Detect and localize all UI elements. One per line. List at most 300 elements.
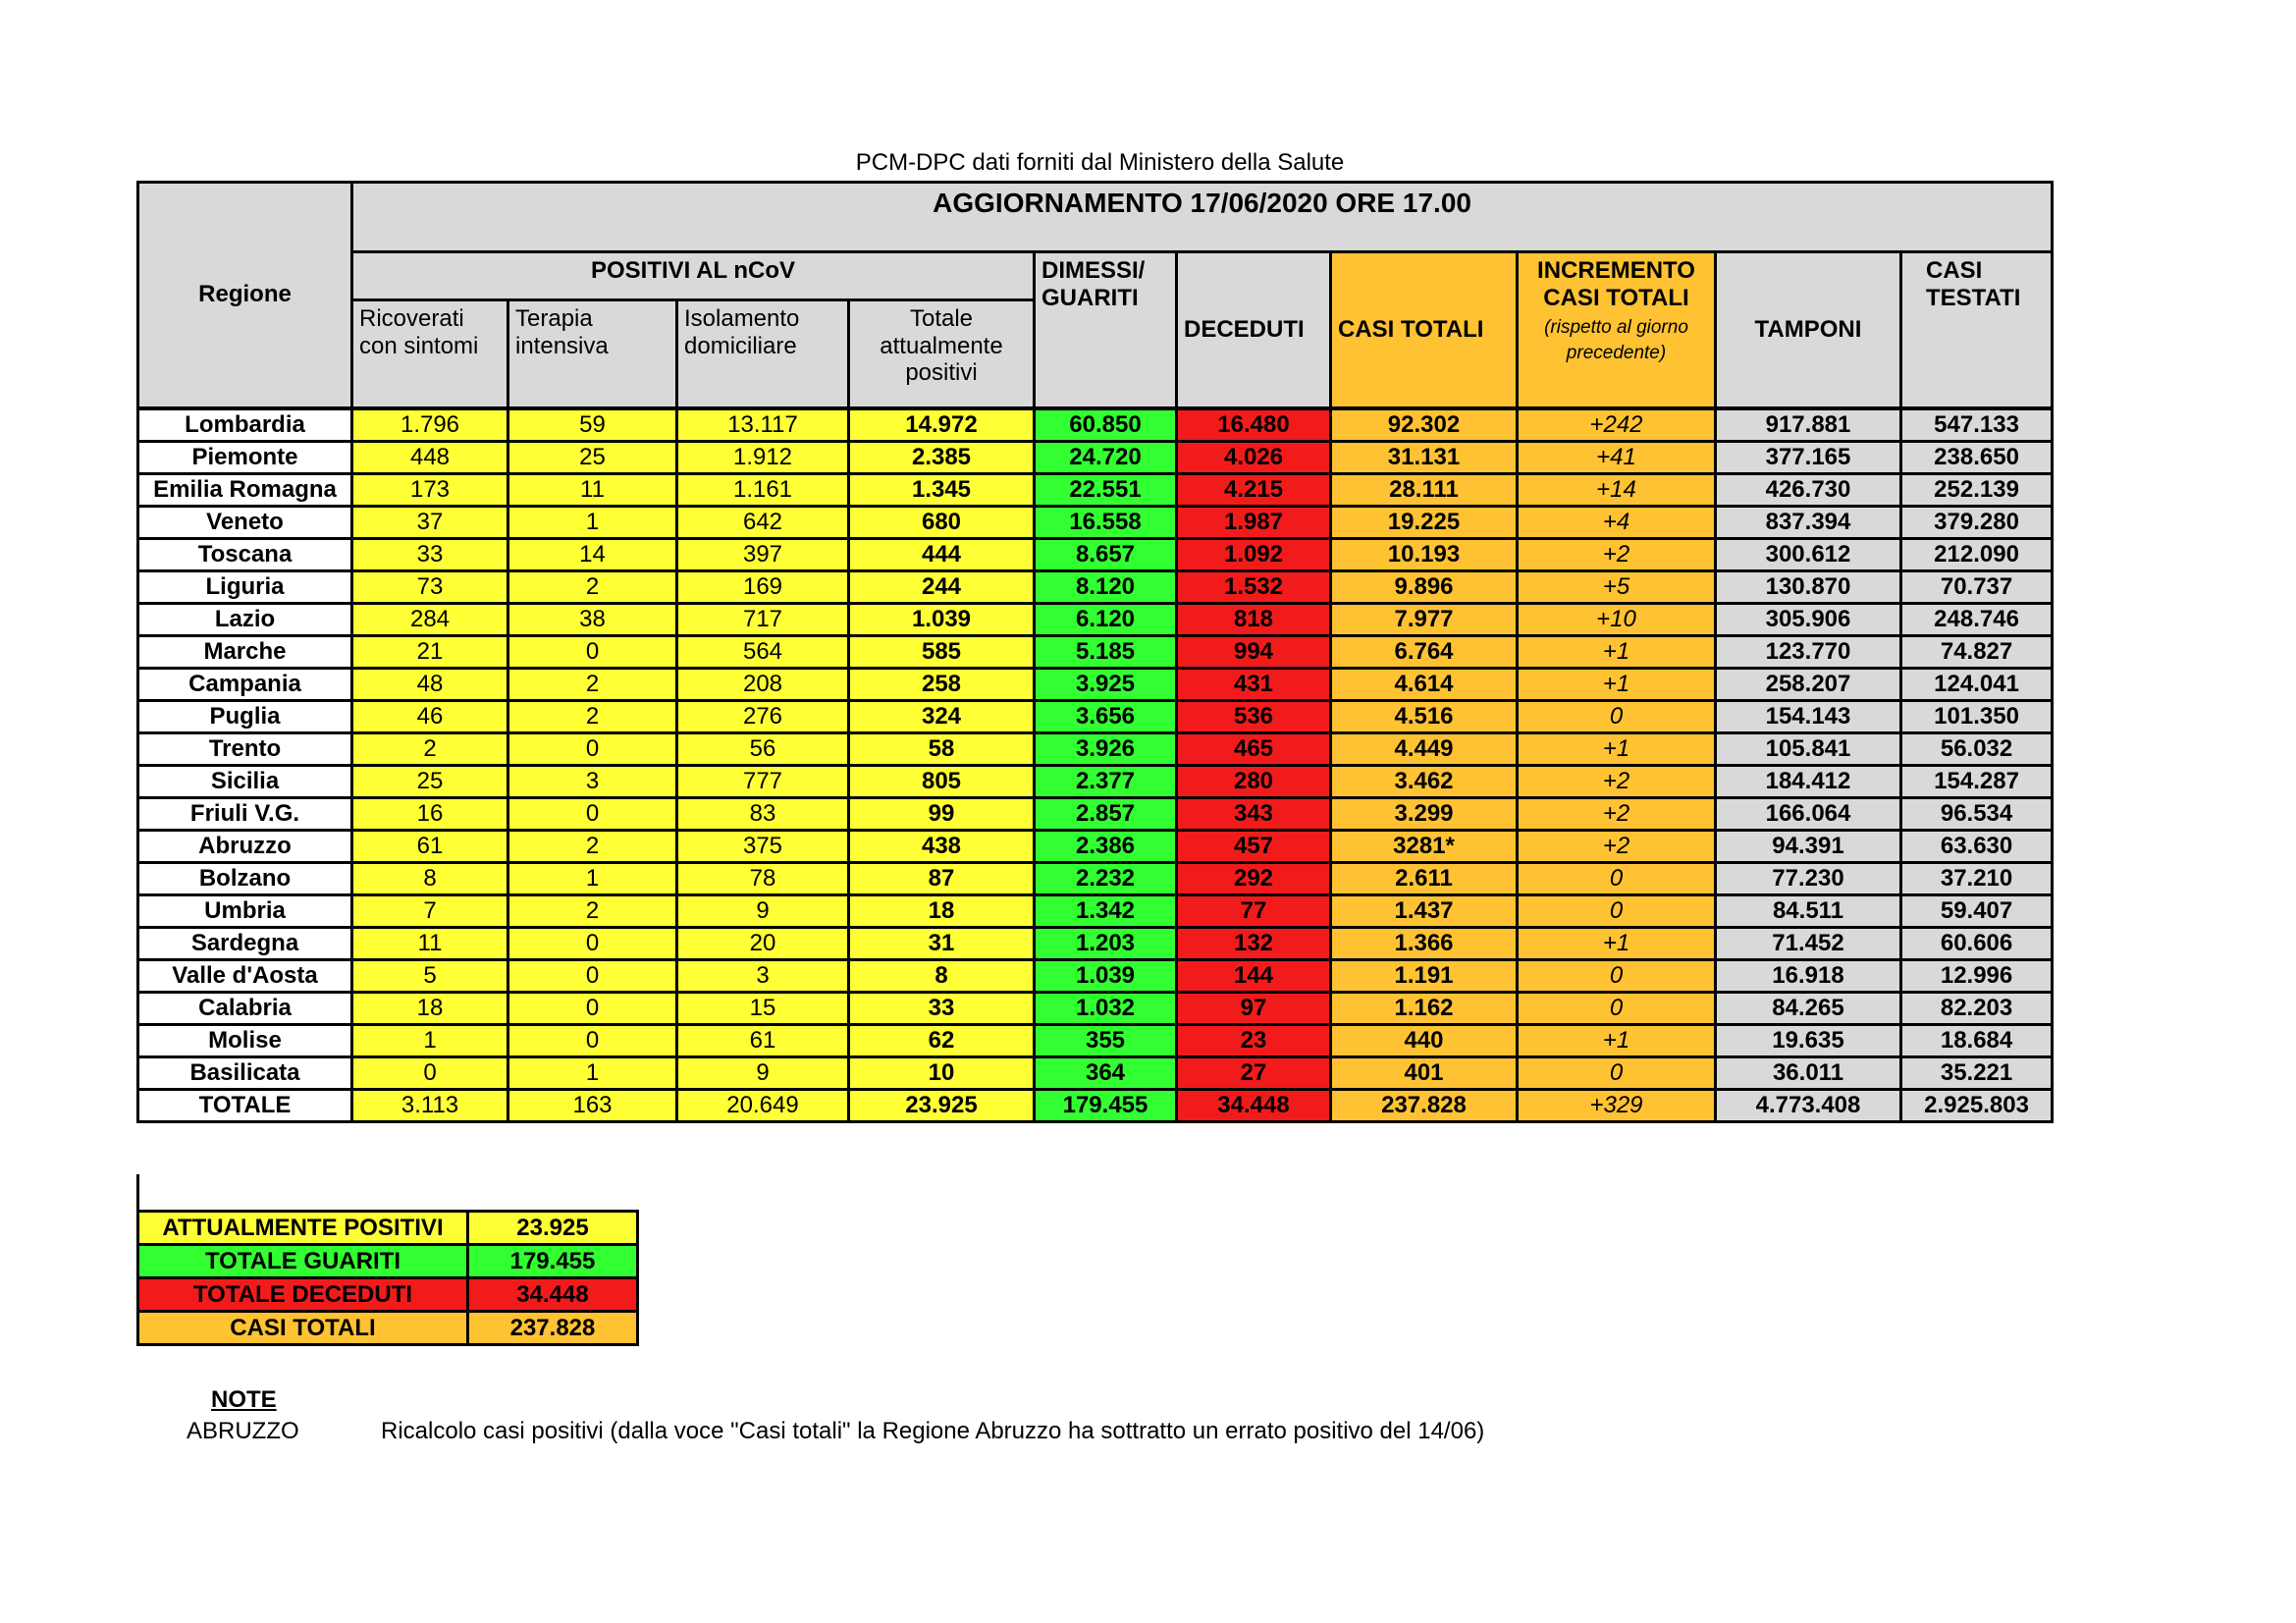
cell-casi-totali: 1.366 <box>1331 927 1518 959</box>
table-row <box>138 700 2053 732</box>
cell-regione: Sardegna <box>138 927 352 959</box>
cell-tamponi: 917.881 <box>1716 408 1901 442</box>
cell-totale-positivi: 1.345 <box>849 473 1035 506</box>
cell-casi-testati: 154.287 <box>1901 765 2053 797</box>
cell-totale-positivi: 244 <box>849 570 1035 603</box>
cell-regione: Veneto <box>138 506 352 538</box>
cell-isolamento: 642 <box>677 506 849 538</box>
table-row <box>138 797 2053 830</box>
cell-ricoverati: 48 <box>352 668 508 700</box>
cell-casi-testati: 2.925.803 <box>1901 1089 2053 1121</box>
cell-casi-totali: 440 <box>1331 1024 1518 1056</box>
cell-tamponi: 77.230 <box>1716 862 1901 894</box>
cell-isolamento: 56 <box>677 732 849 765</box>
cell-terapia: 11 <box>508 473 677 506</box>
cell-isolamento: 20 <box>677 927 849 959</box>
table-row <box>138 1024 2053 1056</box>
cell-terapia: 0 <box>508 732 677 765</box>
cell-isolamento: 3 <box>677 959 849 992</box>
cell-deceduti: 292 <box>1177 862 1331 894</box>
cell-ricoverati: 2 <box>352 732 508 765</box>
cell-deceduti: 132 <box>1177 927 1331 959</box>
header-incremento <box>1518 252 1716 408</box>
summary-label: CASI TOTALI <box>138 1312 468 1345</box>
cell-deceduti: 994 <box>1177 635 1331 668</box>
cell-totale-positivi: 58 <box>849 732 1035 765</box>
summary-value: 179.455 <box>468 1245 638 1278</box>
cell-regione: Marche <box>138 635 352 668</box>
cell-terapia: 0 <box>508 797 677 830</box>
cell-incremento: 0 <box>1518 959 1716 992</box>
cell-totale-positivi: 33 <box>849 992 1035 1024</box>
cell-terapia: 1 <box>508 862 677 894</box>
cell-terapia: 38 <box>508 603 677 635</box>
header-title: AGGIORNAMENTO 17/06/2020 ORE 17.00 <box>352 183 2053 252</box>
cell-dimessi: 16.558 <box>1035 506 1177 538</box>
cell-deceduti: 1.532 <box>1177 570 1331 603</box>
cell-isolamento: 777 <box>677 765 849 797</box>
header-tamponi: TAMPONI <box>1716 252 1901 408</box>
notes-text: Ricalcolo casi positivi (dalla voce "Casi totali" la Regione Abruzzo ha sottratto un errato positivo del 14/06) <box>381 1418 1485 1444</box>
cell-casi-totali: 1.162 <box>1331 992 1518 1024</box>
cell-regione: TOTALE <box>138 1089 352 1121</box>
cell-regione: Lombardia <box>138 408 352 442</box>
cell-ricoverati: 73 <box>352 570 508 603</box>
cell-dimessi: 3.656 <box>1035 700 1177 732</box>
table-row <box>138 765 2053 797</box>
cell-deceduti: 465 <box>1177 732 1331 765</box>
cell-ricoverati: 33 <box>352 538 508 570</box>
cell-casi-testati: 59.407 <box>1901 894 2053 927</box>
cell-deceduti: 1.092 <box>1177 538 1331 570</box>
cell-casi-totali: 3.299 <box>1331 797 1518 830</box>
cell-tamponi: 837.394 <box>1716 506 1901 538</box>
table-row <box>138 506 2053 538</box>
cell-incremento: +1 <box>1518 635 1716 668</box>
header-casi-testati: CASI TESTATI <box>1901 252 2053 408</box>
header-dimessi: DIMESSI/ GUARITI <box>1035 252 1177 408</box>
table-row <box>138 635 2053 668</box>
table-row <box>138 992 2053 1024</box>
cell-isolamento: 9 <box>677 1056 849 1089</box>
cell-casi-testati: 60.606 <box>1901 927 2053 959</box>
cell-dimessi: 8.120 <box>1035 570 1177 603</box>
cell-isolamento: 1.912 <box>677 441 849 473</box>
cell-casi-totali: 4.516 <box>1331 700 1518 732</box>
cell-isolamento: 208 <box>677 668 849 700</box>
cell-casi-testati: 212.090 <box>1901 538 2053 570</box>
cell-regione: Campania <box>138 668 352 700</box>
cell-casi-testati: 96.534 <box>1901 797 2053 830</box>
table-row <box>138 1056 2053 1089</box>
cell-deceduti: 457 <box>1177 830 1331 862</box>
source-caption: PCM-DPC dati forniti dal Ministero della Salute <box>855 149 1345 176</box>
cell-totale-positivi: 14.972 <box>849 408 1035 442</box>
cell-tamponi: 166.064 <box>1716 797 1901 830</box>
cell-ricoverati: 18 <box>352 992 508 1024</box>
cell-regione: Friuli V.G. <box>138 797 352 830</box>
cell-terapia: 0 <box>508 992 677 1024</box>
table-row <box>138 408 2053 442</box>
cell-tamponi: 305.906 <box>1716 603 1901 635</box>
cell-terapia: 0 <box>508 927 677 959</box>
cell-regione: Molise <box>138 1024 352 1056</box>
cell-deceduti: 4.026 <box>1177 441 1331 473</box>
cell-incremento: +41 <box>1518 441 1716 473</box>
cell-casi-totali: 28.111 <box>1331 473 1518 506</box>
cell-deceduti: 4.215 <box>1177 473 1331 506</box>
cell-dimessi: 3.926 <box>1035 732 1177 765</box>
cell-casi-totali: 2.611 <box>1331 862 1518 894</box>
cell-terapia: 2 <box>508 668 677 700</box>
table-row <box>138 668 2053 700</box>
cell-tamponi: 16.918 <box>1716 959 1901 992</box>
table-row <box>138 732 2053 765</box>
cell-totale-positivi: 324 <box>849 700 1035 732</box>
header-positivi: POSITIVI AL nCoV <box>352 252 1035 300</box>
cell-dimessi: 2.386 <box>1035 830 1177 862</box>
cell-tamponi: 123.770 <box>1716 635 1901 668</box>
cell-totale-positivi: 438 <box>849 830 1035 862</box>
cell-isolamento: 61 <box>677 1024 849 1056</box>
cell-dimessi: 1.203 <box>1035 927 1177 959</box>
header-casi-totali: CASI TOTALI <box>1331 252 1518 408</box>
cell-tamponi: 84.265 <box>1716 992 1901 1024</box>
cell-ricoverati: 61 <box>352 830 508 862</box>
table-row <box>138 862 2053 894</box>
cell-casi-totali: 10.193 <box>1331 538 1518 570</box>
cell-casi-totali: 6.764 <box>1331 635 1518 668</box>
cell-tamponi: 19.635 <box>1716 1024 1901 1056</box>
cell-dimessi: 5.185 <box>1035 635 1177 668</box>
cell-dimessi: 60.850 <box>1035 408 1177 442</box>
cell-casi-testati: 101.350 <box>1901 700 2053 732</box>
cell-totale-positivi: 2.385 <box>849 441 1035 473</box>
cell-incremento: +4 <box>1518 506 1716 538</box>
cell-regione: Lazio <box>138 603 352 635</box>
cell-terapia: 14 <box>508 538 677 570</box>
cell-ricoverati: 16 <box>352 797 508 830</box>
cell-tamponi: 105.841 <box>1716 732 1901 765</box>
cell-dimessi: 1.039 <box>1035 959 1177 992</box>
cell-isolamento: 83 <box>677 797 849 830</box>
cell-tamponi: 71.452 <box>1716 927 1901 959</box>
cell-totale-positivi: 23.925 <box>849 1089 1035 1121</box>
summary-value: 23.925 <box>468 1212 638 1245</box>
cell-casi-totali: 237.828 <box>1331 1089 1518 1121</box>
cell-casi-testati: 74.827 <box>1901 635 2053 668</box>
table-row <box>138 894 2053 927</box>
cell-dimessi: 6.120 <box>1035 603 1177 635</box>
cell-incremento: 0 <box>1518 862 1716 894</box>
table-row <box>138 959 2053 992</box>
cell-regione: Calabria <box>138 992 352 1024</box>
cell-incremento: +242 <box>1518 408 1716 442</box>
cell-regione: Trento <box>138 732 352 765</box>
cell-tamponi: 426.730 <box>1716 473 1901 506</box>
cell-incremento: +14 <box>1518 473 1716 506</box>
header-deceduti: DECEDUTI <box>1177 252 1331 408</box>
cell-casi-testati: 56.032 <box>1901 732 2053 765</box>
cell-incremento: +1 <box>1518 668 1716 700</box>
notes-title: NOTE <box>211 1386 277 1413</box>
table-row <box>138 473 2053 506</box>
cell-incremento: 0 <box>1518 700 1716 732</box>
cell-casi-testati: 124.041 <box>1901 668 2053 700</box>
cell-regione: Umbria <box>138 894 352 927</box>
cell-tamponi: 84.511 <box>1716 894 1901 927</box>
cell-casi-totali: 3281* <box>1331 830 1518 862</box>
cell-dimessi: 1.342 <box>1035 894 1177 927</box>
cell-ricoverati: 7 <box>352 894 508 927</box>
cell-terapia: 2 <box>508 830 677 862</box>
cell-regione: Liguria <box>138 570 352 603</box>
cell-casi-totali: 401 <box>1331 1056 1518 1089</box>
header-totale-positivi: Totale attualmente positivi <box>849 300 1035 408</box>
cell-terapia: 1 <box>508 1056 677 1089</box>
cell-ricoverati: 448 <box>352 441 508 473</box>
cell-terapia: 2 <box>508 700 677 732</box>
header-regione: Regione <box>138 183 352 408</box>
cell-casi-testati: 18.684 <box>1901 1024 2053 1056</box>
cell-regione: Piemonte <box>138 441 352 473</box>
cell-terapia: 2 <box>508 570 677 603</box>
cell-totale-positivi: 8 <box>849 959 1035 992</box>
cell-ricoverati: 1.796 <box>352 408 508 442</box>
table-row <box>138 441 2053 473</box>
cell-deceduti: 23 <box>1177 1024 1331 1056</box>
cell-totale-positivi: 805 <box>849 765 1035 797</box>
cell-totale-positivi: 31 <box>849 927 1035 959</box>
cell-casi-totali: 9.896 <box>1331 570 1518 603</box>
cell-casi-totali: 19.225 <box>1331 506 1518 538</box>
cell-totale-positivi: 680 <box>849 506 1035 538</box>
cell-casi-totali: 7.977 <box>1331 603 1518 635</box>
cell-casi-testati: 70.737 <box>1901 570 2053 603</box>
cell-incremento: 0 <box>1518 1056 1716 1089</box>
cell-casi-totali: 3.462 <box>1331 765 1518 797</box>
cell-deceduti: 97 <box>1177 992 1331 1024</box>
summary-row <box>138 1278 638 1312</box>
cell-ricoverati: 21 <box>352 635 508 668</box>
notes-region: ABRUZZO <box>187 1418 299 1444</box>
cell-casi-testati: 248.746 <box>1901 603 2053 635</box>
header-ricoverati: Ricoverati con sintomi <box>352 300 508 408</box>
table-row <box>138 830 2053 862</box>
summary-value: 237.828 <box>468 1312 638 1345</box>
table-row <box>138 603 2053 635</box>
cell-isolamento: 1.161 <box>677 473 849 506</box>
summary-value: 34.448 <box>468 1278 638 1312</box>
cell-tamponi: 184.412 <box>1716 765 1901 797</box>
summary-row <box>138 1312 638 1345</box>
cell-terapia: 0 <box>508 635 677 668</box>
cell-dimessi: 2.857 <box>1035 797 1177 830</box>
summary-row <box>138 1212 638 1245</box>
cell-terapia: 3 <box>508 765 677 797</box>
cell-incremento: +1 <box>1518 927 1716 959</box>
cell-ricoverati: 25 <box>352 765 508 797</box>
cell-isolamento: 15 <box>677 992 849 1024</box>
cell-deceduti: 1.987 <box>1177 506 1331 538</box>
cell-incremento: +10 <box>1518 603 1716 635</box>
table-row <box>138 570 2053 603</box>
cell-tamponi: 4.773.408 <box>1716 1089 1901 1121</box>
cell-totale-positivi: 18 <box>849 894 1035 927</box>
cell-isolamento: 13.117 <box>677 408 849 442</box>
cell-terapia: 0 <box>508 959 677 992</box>
cell-regione: Sicilia <box>138 765 352 797</box>
cell-totale-positivi: 585 <box>849 635 1035 668</box>
cell-isolamento: 276 <box>677 700 849 732</box>
table-row <box>138 538 2053 570</box>
cell-deceduti: 431 <box>1177 668 1331 700</box>
cell-dimessi: 24.720 <box>1035 441 1177 473</box>
cell-incremento: +5 <box>1518 570 1716 603</box>
cell-casi-testati: 252.139 <box>1901 473 2053 506</box>
cell-isolamento: 9 <box>677 894 849 927</box>
cell-ricoverati: 46 <box>352 700 508 732</box>
cell-tamponi: 130.870 <box>1716 570 1901 603</box>
cell-terapia: 163 <box>508 1089 677 1121</box>
cell-terapia: 0 <box>508 1024 677 1056</box>
cell-ricoverati: 5 <box>352 959 508 992</box>
cell-tamponi: 94.391 <box>1716 830 1901 862</box>
cell-totale-positivi: 99 <box>849 797 1035 830</box>
cell-deceduti: 818 <box>1177 603 1331 635</box>
cell-regione: Basilicata <box>138 1056 352 1089</box>
cell-incremento: +2 <box>1518 765 1716 797</box>
table-spacer <box>136 1174 2051 1210</box>
cell-terapia: 25 <box>508 441 677 473</box>
cell-incremento: +329 <box>1518 1089 1716 1121</box>
summary-table <box>136 1210 639 1346</box>
cell-terapia: 2 <box>508 894 677 927</box>
cell-ricoverati: 11 <box>352 927 508 959</box>
cell-regione: Emilia Romagna <box>138 473 352 506</box>
cell-tamponi: 154.143 <box>1716 700 1901 732</box>
cell-dimessi: 355 <box>1035 1024 1177 1056</box>
cell-deceduti: 343 <box>1177 797 1331 830</box>
summary-label: TOTALE GUARITI <box>138 1245 468 1278</box>
cell-regione: Abruzzo <box>138 830 352 862</box>
cell-incremento: 0 <box>1518 894 1716 927</box>
table-row <box>138 927 2053 959</box>
summary-label: ATTUALMENTE POSITIVI <box>138 1212 468 1245</box>
cell-ricoverati: 173 <box>352 473 508 506</box>
cell-incremento: +2 <box>1518 538 1716 570</box>
cell-regione: Bolzano <box>138 862 352 894</box>
cell-deceduti: 27 <box>1177 1056 1331 1089</box>
cell-totale-positivi: 1.039 <box>849 603 1035 635</box>
cell-totale-positivi: 444 <box>849 538 1035 570</box>
cell-casi-totali: 4.449 <box>1331 732 1518 765</box>
cell-regione: Toscana <box>138 538 352 570</box>
cell-totale-positivi: 258 <box>849 668 1035 700</box>
cell-ricoverati: 1 <box>352 1024 508 1056</box>
cell-casi-testati: 82.203 <box>1901 992 2053 1024</box>
header-incremento-label: INCREMENTO CASI TOTALI <box>1537 257 1695 311</box>
cell-casi-testati: 379.280 <box>1901 506 2053 538</box>
cell-incremento: +1 <box>1518 1024 1716 1056</box>
cell-dimessi: 2.377 <box>1035 765 1177 797</box>
cell-ricoverati: 37 <box>352 506 508 538</box>
cell-dimessi: 2.232 <box>1035 862 1177 894</box>
cell-deceduti: 77 <box>1177 894 1331 927</box>
cell-casi-testati: 547.133 <box>1901 408 2053 442</box>
header-incremento-note: (rispetto al giorno precedente) <box>1544 317 1688 363</box>
cell-casi-totali: 92.302 <box>1331 408 1518 442</box>
cell-dimessi: 8.657 <box>1035 538 1177 570</box>
cell-casi-testati: 37.210 <box>1901 862 2053 894</box>
cell-regione: Valle d'Aosta <box>138 959 352 992</box>
cell-casi-testati: 63.630 <box>1901 830 2053 862</box>
covid-regions-table <box>136 181 2054 1123</box>
cell-casi-totali: 31.131 <box>1331 441 1518 473</box>
summary-label: TOTALE DECEDUTI <box>138 1278 468 1312</box>
cell-incremento: 0 <box>1518 992 1716 1024</box>
cell-totale-positivi: 10 <box>849 1056 1035 1089</box>
table-body <box>138 408 2053 1122</box>
cell-isolamento: 20.649 <box>677 1089 849 1121</box>
cell-deceduti: 16.480 <box>1177 408 1331 442</box>
cell-incremento: +2 <box>1518 830 1716 862</box>
summary-row <box>138 1245 638 1278</box>
cell-tamponi: 36.011 <box>1716 1056 1901 1089</box>
cell-casi-testati: 35.221 <box>1901 1056 2053 1089</box>
cell-terapia: 1 <box>508 506 677 538</box>
cell-tamponi: 258.207 <box>1716 668 1901 700</box>
cell-ricoverati: 0 <box>352 1056 508 1089</box>
table-row <box>138 1089 2053 1121</box>
cell-isolamento: 397 <box>677 538 849 570</box>
summary-body <box>138 1212 638 1345</box>
cell-casi-totali: 1.191 <box>1331 959 1518 992</box>
header-terapia: Terapia intensiva <box>508 300 677 408</box>
cell-totale-positivi: 62 <box>849 1024 1035 1056</box>
cell-incremento: +1 <box>1518 732 1716 765</box>
cell-casi-testati: 12.996 <box>1901 959 2053 992</box>
cell-dimessi: 1.032 <box>1035 992 1177 1024</box>
cell-isolamento: 717 <box>677 603 849 635</box>
cell-totale-positivi: 87 <box>849 862 1035 894</box>
cell-deceduti: 144 <box>1177 959 1331 992</box>
cell-terapia: 59 <box>508 408 677 442</box>
cell-dimessi: 3.925 <box>1035 668 1177 700</box>
cell-isolamento: 169 <box>677 570 849 603</box>
cell-isolamento: 564 <box>677 635 849 668</box>
cell-incremento: +2 <box>1518 797 1716 830</box>
cell-casi-totali: 4.614 <box>1331 668 1518 700</box>
cell-tamponi: 300.612 <box>1716 538 1901 570</box>
cell-ricoverati: 3.113 <box>352 1089 508 1121</box>
cell-isolamento: 78 <box>677 862 849 894</box>
cell-dimessi: 179.455 <box>1035 1089 1177 1121</box>
cell-deceduti: 34.448 <box>1177 1089 1331 1121</box>
cell-ricoverati: 284 <box>352 603 508 635</box>
cell-dimessi: 22.551 <box>1035 473 1177 506</box>
cell-tamponi: 377.165 <box>1716 441 1901 473</box>
cell-regione: Puglia <box>138 700 352 732</box>
cell-deceduti: 536 <box>1177 700 1331 732</box>
cell-isolamento: 375 <box>677 830 849 862</box>
cell-dimessi: 364 <box>1035 1056 1177 1089</box>
cell-deceduti: 280 <box>1177 765 1331 797</box>
cell-ricoverati: 8 <box>352 862 508 894</box>
cell-casi-testati: 238.650 <box>1901 441 2053 473</box>
cell-casi-totali: 1.437 <box>1331 894 1518 927</box>
header-isolamento: Isolamento domiciliare <box>677 300 849 408</box>
